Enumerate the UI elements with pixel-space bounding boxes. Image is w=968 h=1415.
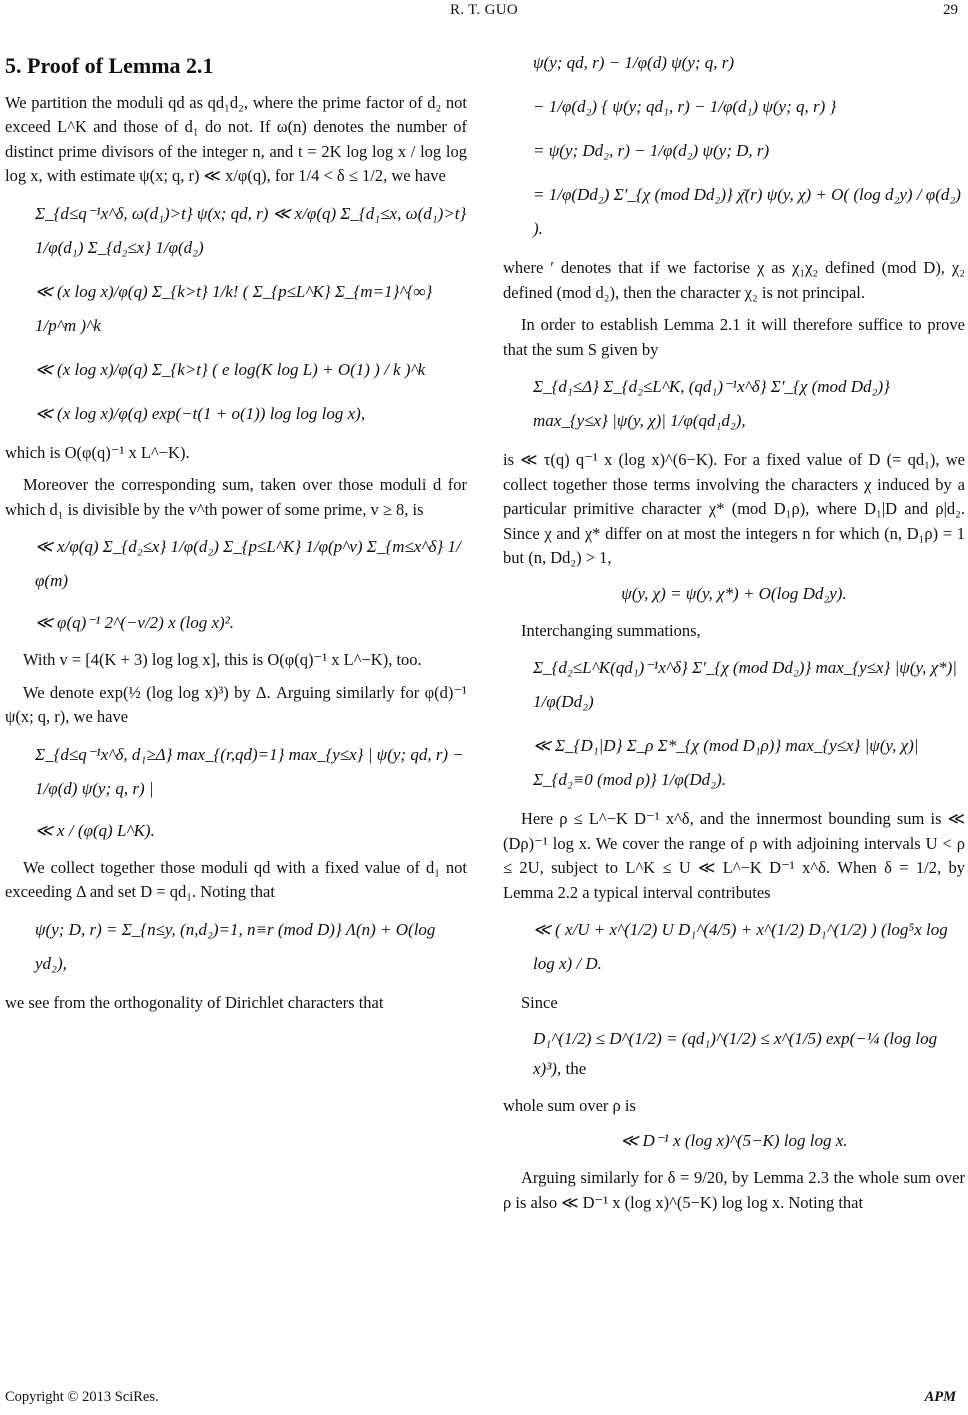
equation: ≪ φ(q)⁻¹ 2^(−v/2) x (log x)². [35,613,235,632]
left-column [5,52,471,1023]
paragraph: whole sum over ρ is [503,1095,636,1115]
equation: = 1/φ(Dd₂) Σ′_{χ (mod Dd₂)} χ̄(r) ψ(y, χ) + O( (log d₂y) / φ(d₂) ). [533,185,966,238]
section-title: 5. Proof of Lemma 2.1 [5,53,214,78]
paragraph: Since [521,993,558,1012]
equation: ≪ ( x/U + x^(1/2) U D₁^(4/5) + x^(1/2) D₁^(1/2) ) (log⁵x log log x) / D. [533,920,953,973]
paragraph: Arguing similarly for δ = 9/20, by Lemma 2.3 the whole sum over ρ is also ≪ D⁻¹ x (log x)^(5−K) log log x. Noting that [503,1168,965,1212]
equation: ≪ D⁻¹ x (log x)^(5−K) log log x. [620,1131,848,1150]
journal-abbrev: APM [924,1389,956,1405]
equation: ≪ (x log x)/φ(q) exp(−t(1 + o(1)) log log log x), [35,403,366,423]
running-head: R. T. GUO [450,2,518,18]
equation: ≪ x / (φ(q) L^K). [35,820,155,840]
paragraph: where ′ denotes that if we factorise χ as χ₁χ₂ defined (mod D), χ₂ defined (mod d₂), then the character χ₂ is not principal. [503,258,965,302]
equation: ≪ x/φ(q) Σ_{d₂≤x} 1/φ(d₂) Σ_{p≤L^K} 1/φ(p^v) Σ_{m≤x^δ} 1/φ(m) [35,537,461,590]
equation: ≪ (x log x)/φ(q) Σ_{k>t} ( e log(K log L) + O(1) ) / k )^k [35,359,426,379]
paragraph: With v = [4(K + 3) log log x], this is O(φ(q)⁻¹ x L^−K), too. [23,650,422,669]
paragraph: Moreover the corresponding sum, taken over those moduli d for which d₁ is divisible by the v^th power of some prime, v ≥ 8, is [5,475,467,519]
page-number: 29 [943,2,958,18]
copyright-notice: Copyright © 2013 SciRes. [5,1389,159,1405]
paragraph: is ≪ τ(q) q⁻¹ x (log x)^(6−K). For a fixed value of D (= qd₁), we collect together those terms involving the characters χ induced by a particular primitive character χ* (mod D₁ρ), where D₁|D and ρ|d₂. Since χ and χ* differ on at most the integers n for which (n, D₁ρ) = 1 but (n, Dd₂) > 1, [503,450,965,567]
paragraph: We collect together those moduli qd with a fixed value of d₁ not exceeding Δ and set D = qd₁. Noting that [5,857,467,901]
paragraph: We denote exp(½ (log log x)³) by Δ. Arguing similarly for φ(d)⁻¹ ψ(x; q, r), we have [5,682,467,726]
equation: Σ_{d≤q⁻¹x^δ, ω(d₁)>t} ψ(x; qd, r) ≪ x/φ(q) Σ_{d₁≤x, ω(d₁)>t} 1/φ(d₁) Σ_{d₂≤x} 1/φ(d₂) [35,203,471,257]
equation: ψ(y; qd, r) − 1/φ(d) ψ(y; q, r) [533,53,735,72]
equation: Σ_{d≤q⁻¹x^δ, d₁≥Δ} max_{(r,qd)=1} max_{y≤x} | ψ(y; qd, r) − 1/φ(d) ψ(y; q, r) | [35,744,469,798]
right-column [503,40,965,1223]
equation: = ψ(y; Dd₂, r) − 1/φ(d₂) ψ(y; D, r) [533,141,770,160]
paragraph: Interchanging summations, [521,620,701,640]
equation-body: D₁^(1/2) ≤ D^(1/2) = (qd₁)^(1/2) ≤ x^(1/5) exp(−¼ (log log x)³), [533,1028,942,1078]
equation: Σ_{d₁≤Δ} Σ_{d₂≤L^K, (qd₁)⁻¹x^δ} Σ′_{χ (mod Dd₂)} max_{y≤x} |ψ(y, χ)| 1/φ(qd₁d₂), [533,377,895,430]
equation [503,1024,965,1084]
equation: ≪ Σ_{D₁|D} Σ_ρ Σ*_{χ (mod D₁ρ)} max_{y≤x} |ψ(y, χ)| Σ_{d₂≡0 (mod ρ)} 1/φ(Dd₂). [533,736,923,789]
equation: ψ(y; D, r) = Σ_{n≤y, (n,d₂)=1, n≡r (mod D)} Λ(n) + O(log yd₂), [35,919,440,973]
equation: ψ(y, χ) = ψ(y, χ*) + O(log Dd₂y). [621,583,847,603]
equation: Σ_{d₂≤L^K(qd₁)⁻¹x^δ} Σ′_{χ (mod Dd₂)} max_{y≤x} |ψ(y, χ*)| 1/φ(Dd₂) [533,658,962,711]
paragraph: we see from the orthogonality of Dirichlet characters that [5,992,384,1012]
paragraph: Here ρ ≤ L^−K D⁻¹ x^δ, and the innermost bounding sum is ≪ (Dρ)⁻¹ log x. We cover the range of ρ with adjoining intervals U < ρ ≤ 2U, subject to L^K ≤ U ≪ L^−K D⁻¹ x^δ. When δ = 1/2, by Lemma 2.2 a typical interval contributes [503,809,965,902]
equation: ≪ (x log x)/φ(q) Σ_{k>t} 1/k! ( Σ_{p≤L^K} Σ_{m=1}^{∞} 1/p^m )^k [35,281,437,335]
paragraph: which is O(φ(q)⁻¹ x L^−K). [5,442,190,462]
paragraph: We partition the moduli qd as qd₁d₂, where the prime factor of d₂ not exceed L^K and those of d₁ do not. If ω(n) denotes the number of distinct prime divisors of the integer n, and t = 2K log log x / log log log x, with estimate ψ(x; q, r) ≪ x/φ(q), for 1/4 < δ ≤ 1/2, we have [5,92,467,185]
equation-tail-text: the [565,1058,587,1078]
page-header [0,2,968,26]
paragraph: In order to establish Lemma 2.1 it will therefore suffice to prove that the sum S given by [503,315,965,359]
equation: − 1/φ(d₂) { ψ(y; qd₁, r) − 1/φ(d₁) ψ(y; q, r) } [533,97,837,116]
page-footer [0,1389,968,1411]
